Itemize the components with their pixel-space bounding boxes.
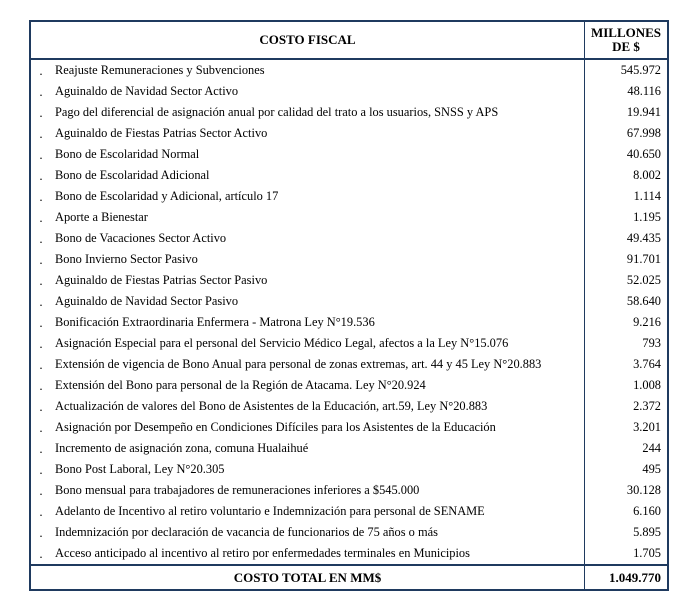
row-bullet: . (39, 147, 43, 162)
row-amount: 30.128 (626, 483, 661, 497)
row-description: Extensión de vigencia de Bono Anual para personal de zonas extremas, art. 44 y 45 Ley N°20.883 (51, 354, 585, 375)
row-description: Asignación por Desempeño en Condiciones Difíciles para los Asistentes de la Educación (51, 417, 585, 438)
row-bullet: . (39, 483, 43, 498)
row-description: Acceso anticipado al incentivo al retiro por enfermedades terminales en Municipios (51, 543, 585, 564)
row-amount: 1.705 (633, 546, 661, 560)
row-description: Reajuste Remuneraciones y Subvenciones (51, 60, 585, 81)
row-bullet: . (39, 189, 43, 204)
row-bullet: . (39, 168, 43, 183)
row-description: Bono de Escolaridad Adicional (51, 165, 585, 186)
table-row (31, 522, 667, 543)
fiscal-cost-table (29, 20, 669, 591)
row-description: Extensión del Bono para personal de la Región de Atacama. Ley N°20.924 (51, 375, 585, 396)
row-bullet: . (39, 273, 43, 288)
table-row (31, 123, 667, 144)
table-row (31, 480, 667, 501)
row-description: Aguinaldo de Navidad Sector Activo (51, 81, 585, 102)
row-amount: 3.764 (633, 357, 661, 371)
header-unit-line2: DE $ (612, 39, 640, 54)
row-bullet: . (39, 441, 43, 456)
row-amount: 793 (642, 336, 661, 350)
total-value: 1.049.770 (609, 569, 661, 585)
table-header (31, 22, 667, 60)
row-bullet: . (39, 252, 43, 267)
row-bullet: . (39, 84, 43, 99)
row-bullet: . (39, 210, 43, 225)
row-amount: 9.216 (633, 315, 661, 329)
row-bullet: . (39, 315, 43, 330)
row-amount: 1.114 (633, 189, 661, 203)
row-bullet: . (39, 504, 43, 519)
row-description: Aguinaldo de Navidad Sector Pasivo (51, 291, 585, 312)
row-description: Bono mensual para trabajadores de remuneraciones inferiores a $545.000 (51, 480, 585, 501)
table-row (31, 186, 667, 207)
row-bullet: . (39, 231, 43, 246)
row-description: Bono Post Laboral, Ley N°20.305 (51, 459, 585, 480)
total-row (31, 564, 667, 589)
row-bullet: . (39, 420, 43, 435)
table-row (31, 270, 667, 291)
table-row (31, 459, 667, 480)
row-description: Aguinaldo de Fiestas Patrias Sector Pasivo (51, 270, 585, 291)
row-amount: 5.895 (633, 525, 661, 539)
row-description: Bono de Escolaridad Normal (51, 144, 585, 165)
table-row (31, 312, 667, 333)
row-amount: 8.002 (633, 168, 661, 182)
header-unit-line1: MILLONES (590, 25, 662, 40)
row-description: Indemnización por declaración de vacancia de funcionarios de 75 años o más (51, 522, 585, 543)
row-bullet: . (39, 336, 43, 351)
header-unit (585, 22, 667, 58)
row-bullet: . (39, 378, 43, 393)
table-row (31, 144, 667, 165)
row-bullet: . (39, 546, 43, 561)
table-row (31, 81, 667, 102)
row-amount: 19.941 (626, 105, 661, 119)
row-amount: 40.650 (626, 147, 661, 161)
header-cost-label: COSTO FISCAL (31, 22, 585, 58)
row-amount: 48.116 (627, 84, 661, 98)
table-row (31, 396, 667, 417)
row-description: Aguinaldo de Fiestas Patrias Sector Activo (51, 123, 585, 144)
row-amount: 244 (642, 441, 661, 455)
row-amount: 52.025 (626, 273, 661, 287)
row-description: Bono de Vacaciones Sector Activo (51, 228, 585, 249)
table-row (31, 354, 667, 375)
table-row (31, 102, 667, 123)
row-amount: 3.201 (633, 420, 661, 434)
row-bullet: . (39, 399, 43, 414)
row-description: Aporte a Bienestar (51, 207, 585, 228)
row-bullet: . (39, 105, 43, 120)
table-row (31, 165, 667, 186)
row-description: Pago del diferencial de asignación anual por calidad del trato a los usuarios, SNSS y APS (51, 102, 585, 123)
row-description: Bono Invierno Sector Pasivo (51, 249, 585, 270)
row-description: Asignación Especial para el personal del Servicio Médico Legal, afectos a la Ley N°15.076 (51, 333, 585, 354)
row-amount: 91.701 (626, 252, 661, 266)
table-row (31, 60, 667, 81)
table-row (31, 207, 667, 228)
table-row (31, 228, 667, 249)
row-bullet: . (39, 462, 43, 477)
table-row (31, 333, 667, 354)
total-label: COSTO TOTAL EN MM$ (31, 566, 585, 589)
row-bullet: . (39, 525, 43, 540)
row-amount: 1.195 (633, 210, 661, 224)
row-description: Adelanto de Incentivo al retiro voluntario e Indemnización para personal de SENAME (51, 501, 585, 522)
row-amount: 67.998 (626, 126, 661, 140)
row-amount: 545.972 (620, 63, 661, 77)
row-amount: 58.640 (626, 294, 661, 308)
table-row (31, 375, 667, 396)
row-bullet: . (39, 294, 43, 309)
row-description: Bono de Escolaridad y Adicional, artículo 17 (51, 186, 585, 207)
row-description: Bonificación Extraordinaria Enfermera - Matrona Ley N°19.536 (51, 312, 585, 333)
row-bullet: . (39, 357, 43, 372)
table-row (31, 291, 667, 312)
row-amount: 495 (642, 462, 661, 476)
row-amount: 49.435 (626, 231, 661, 245)
row-amount: 6.160 (633, 504, 661, 518)
row-description: Incremento de asignación zona, comuna Hualaihué (51, 438, 585, 459)
row-amount: 1.008 (633, 378, 661, 392)
table-row (31, 501, 667, 522)
table-row (31, 543, 667, 564)
row-description: Actualización de valores del Bono de Asistentes de la Educación, art.59, Ley N°20.883 (51, 396, 585, 417)
table-row (31, 438, 667, 459)
table-body (31, 60, 667, 564)
row-amount: 2.372 (633, 399, 661, 413)
row-bullet: . (39, 126, 43, 141)
row-bullet: . (39, 63, 43, 78)
table-row (31, 249, 667, 270)
table-row (31, 417, 667, 438)
